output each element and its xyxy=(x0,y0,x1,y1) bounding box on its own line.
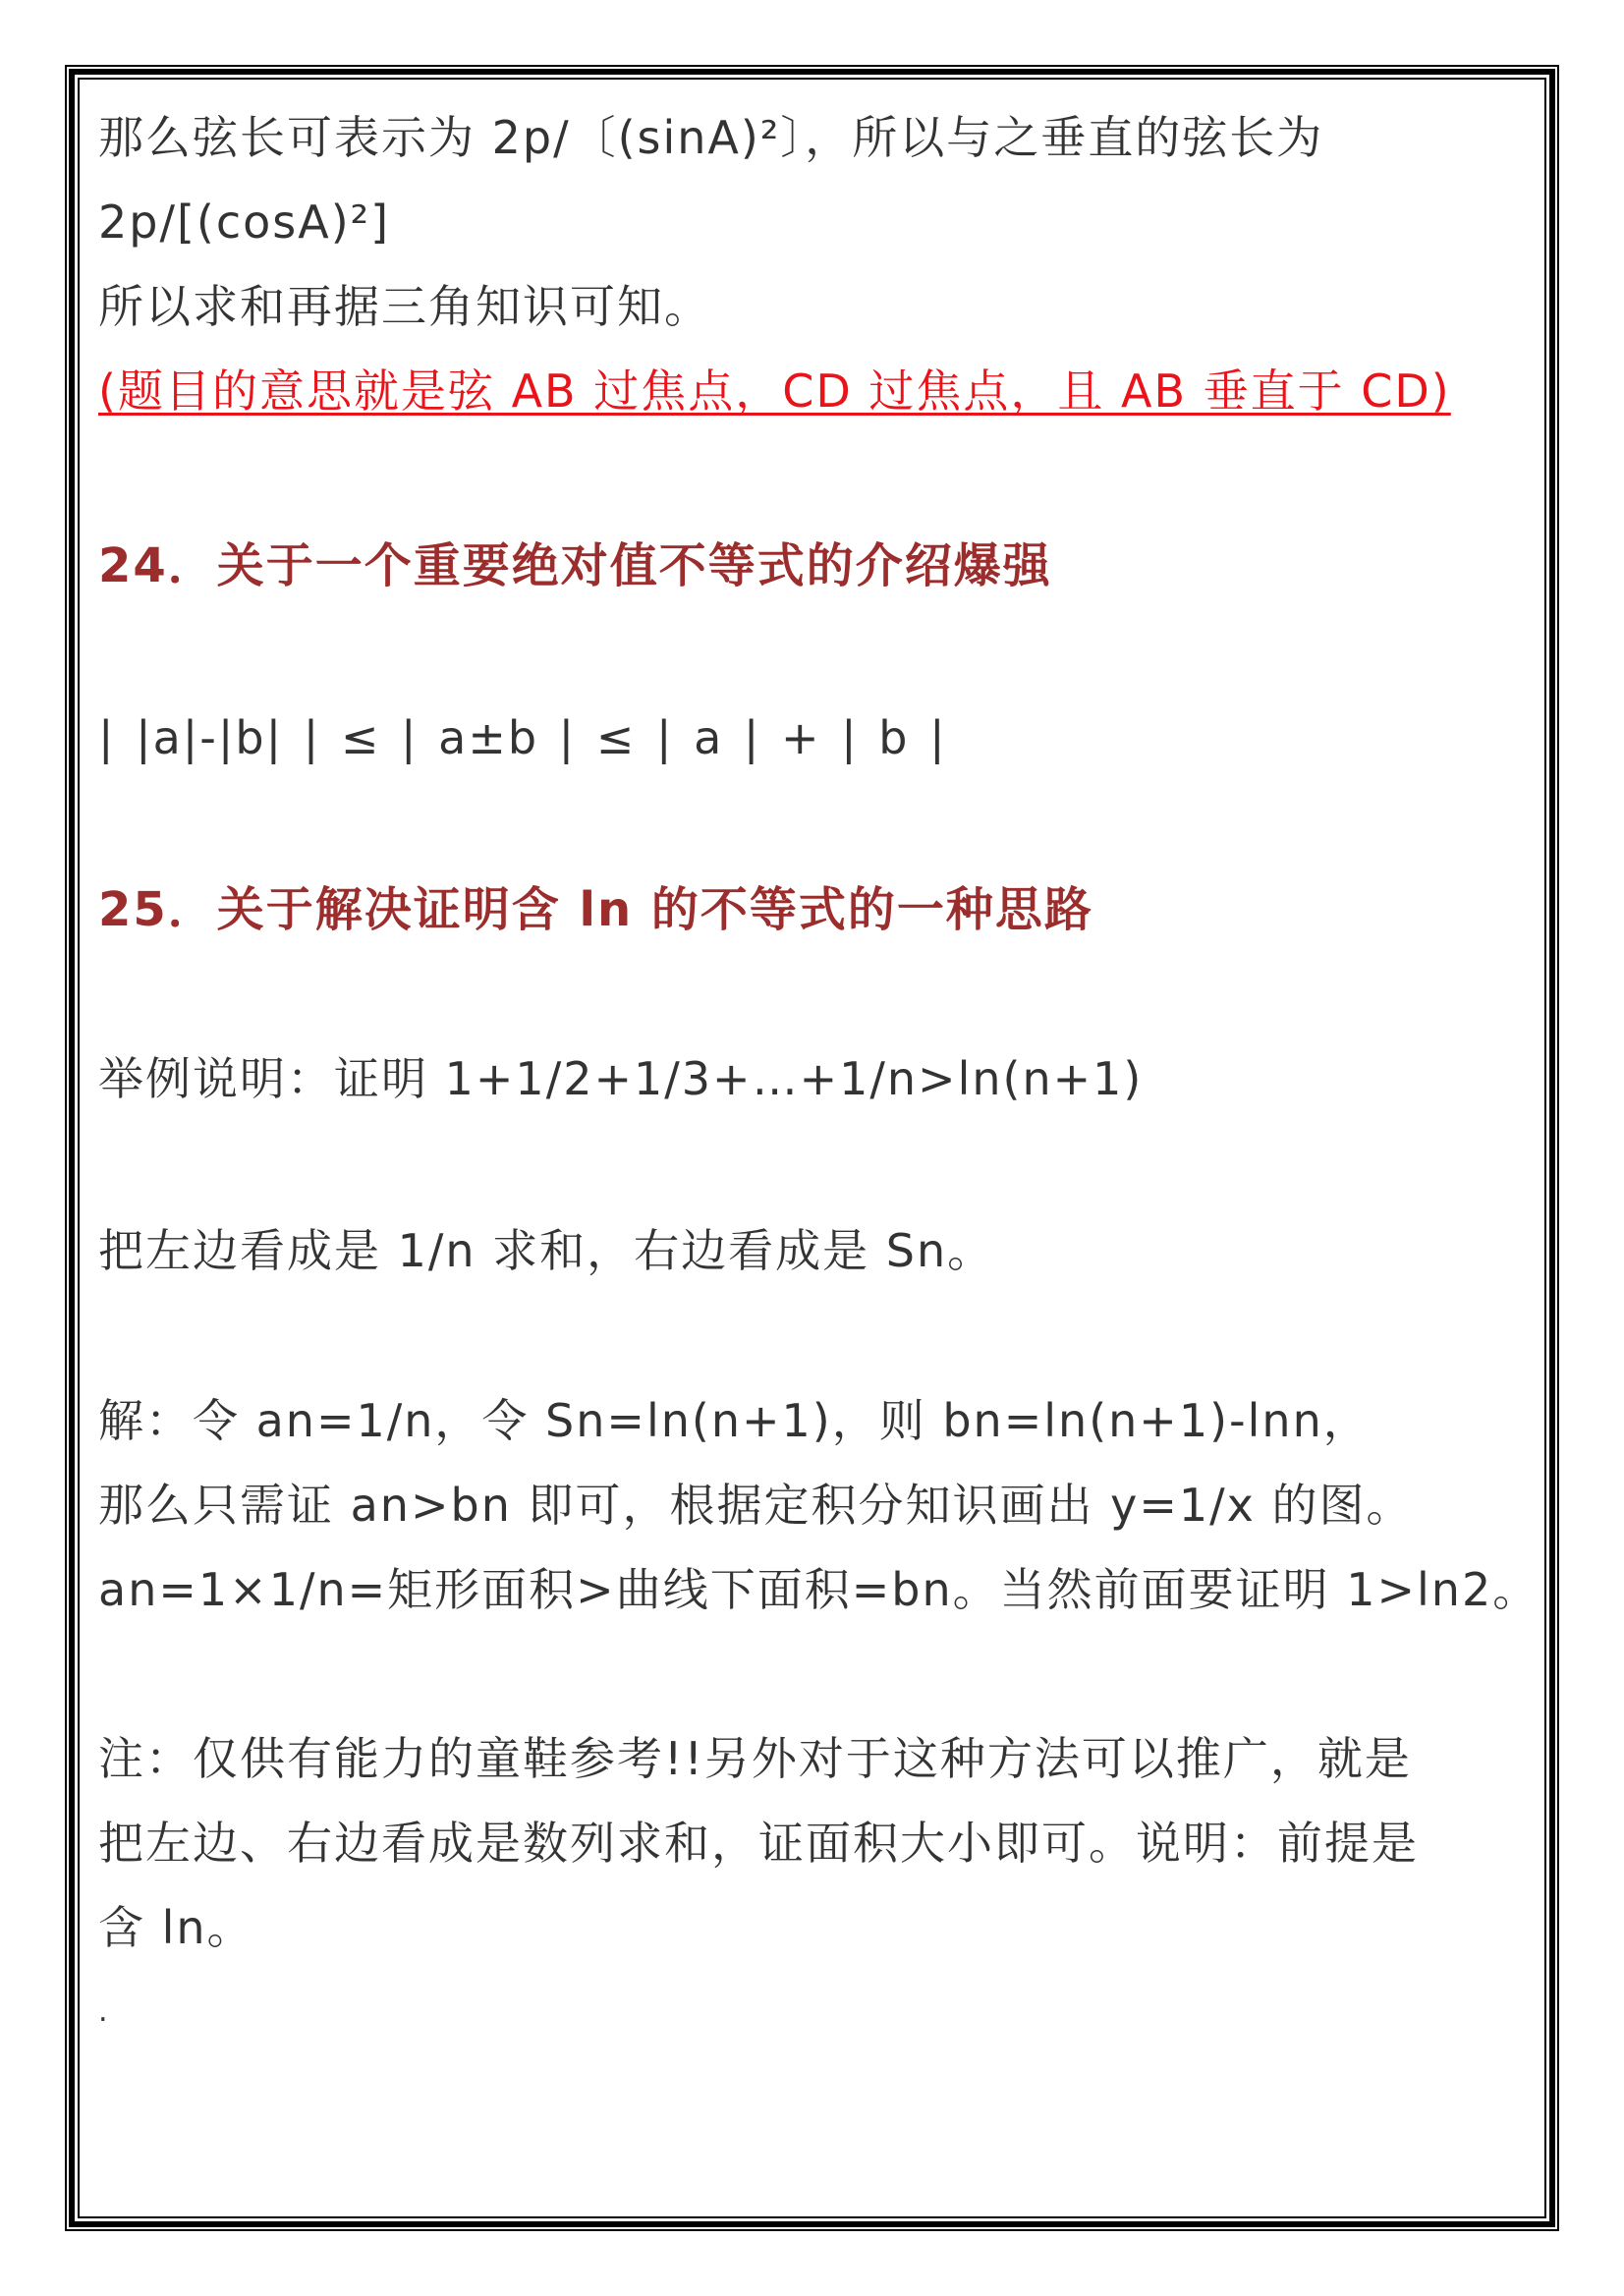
solution-line-1: 解：令 an=1/n，令 Sn=ln(n+1)，则 bn=ln(n+1)-lnn， xyxy=(98,1394,1371,1447)
remark-line-1: 注：仅供有能力的童鞋参考!!另外对于这种方法可以推广，就是 xyxy=(98,1732,1412,1785)
section-25-idea: 把左边看成是 1/n 求和，右边看成是 Sn。 xyxy=(98,1224,995,1277)
section-24-formula: | |a|-|b| | ≤ | a±b | ≤ | a | + | b | xyxy=(98,711,947,764)
section-24-heading: 24．关于一个重要绝对值不等式的介绍爆强 xyxy=(98,538,1052,593)
intro-note: (题目的意思就是弦 AB 过焦点，CD 过焦点，且 AB 垂直于 CD) xyxy=(98,364,1451,418)
trailing-dot: . xyxy=(98,1994,110,2029)
intro-line-3: 所以求和再据三角知识可知。 xyxy=(98,280,711,333)
solution-line-3: an=1×1/n=矩形面积>曲线下面积=bn。当然前面要证明 1>ln2。 xyxy=(98,1563,1540,1616)
intro-line-2: 2p/[(cosA)²] xyxy=(98,196,391,249)
remark-line-3: 含 ln。 xyxy=(98,1901,254,1954)
intro-line-1: 那么弦长可表示为 2p/〔(sinA)²〕，所以与之垂直的弦长为 xyxy=(98,111,1324,164)
section-25-example: 举例说明：证明 1+1/2+1/3+…+1/n>ln(n+1) xyxy=(98,1052,1144,1105)
solution-line-2: 那么只需证 an>bn 即可，根据定积分知识画出 y=1/x 的图。 xyxy=(98,1479,1414,1532)
section-25-heading: 25．关于解决证明含 ln 的不等式的一种思路 xyxy=(98,882,1093,937)
remark-line-2: 把左边、右边看成是数列求和，证面积大小即可。说明：前提是 xyxy=(98,1817,1419,1870)
